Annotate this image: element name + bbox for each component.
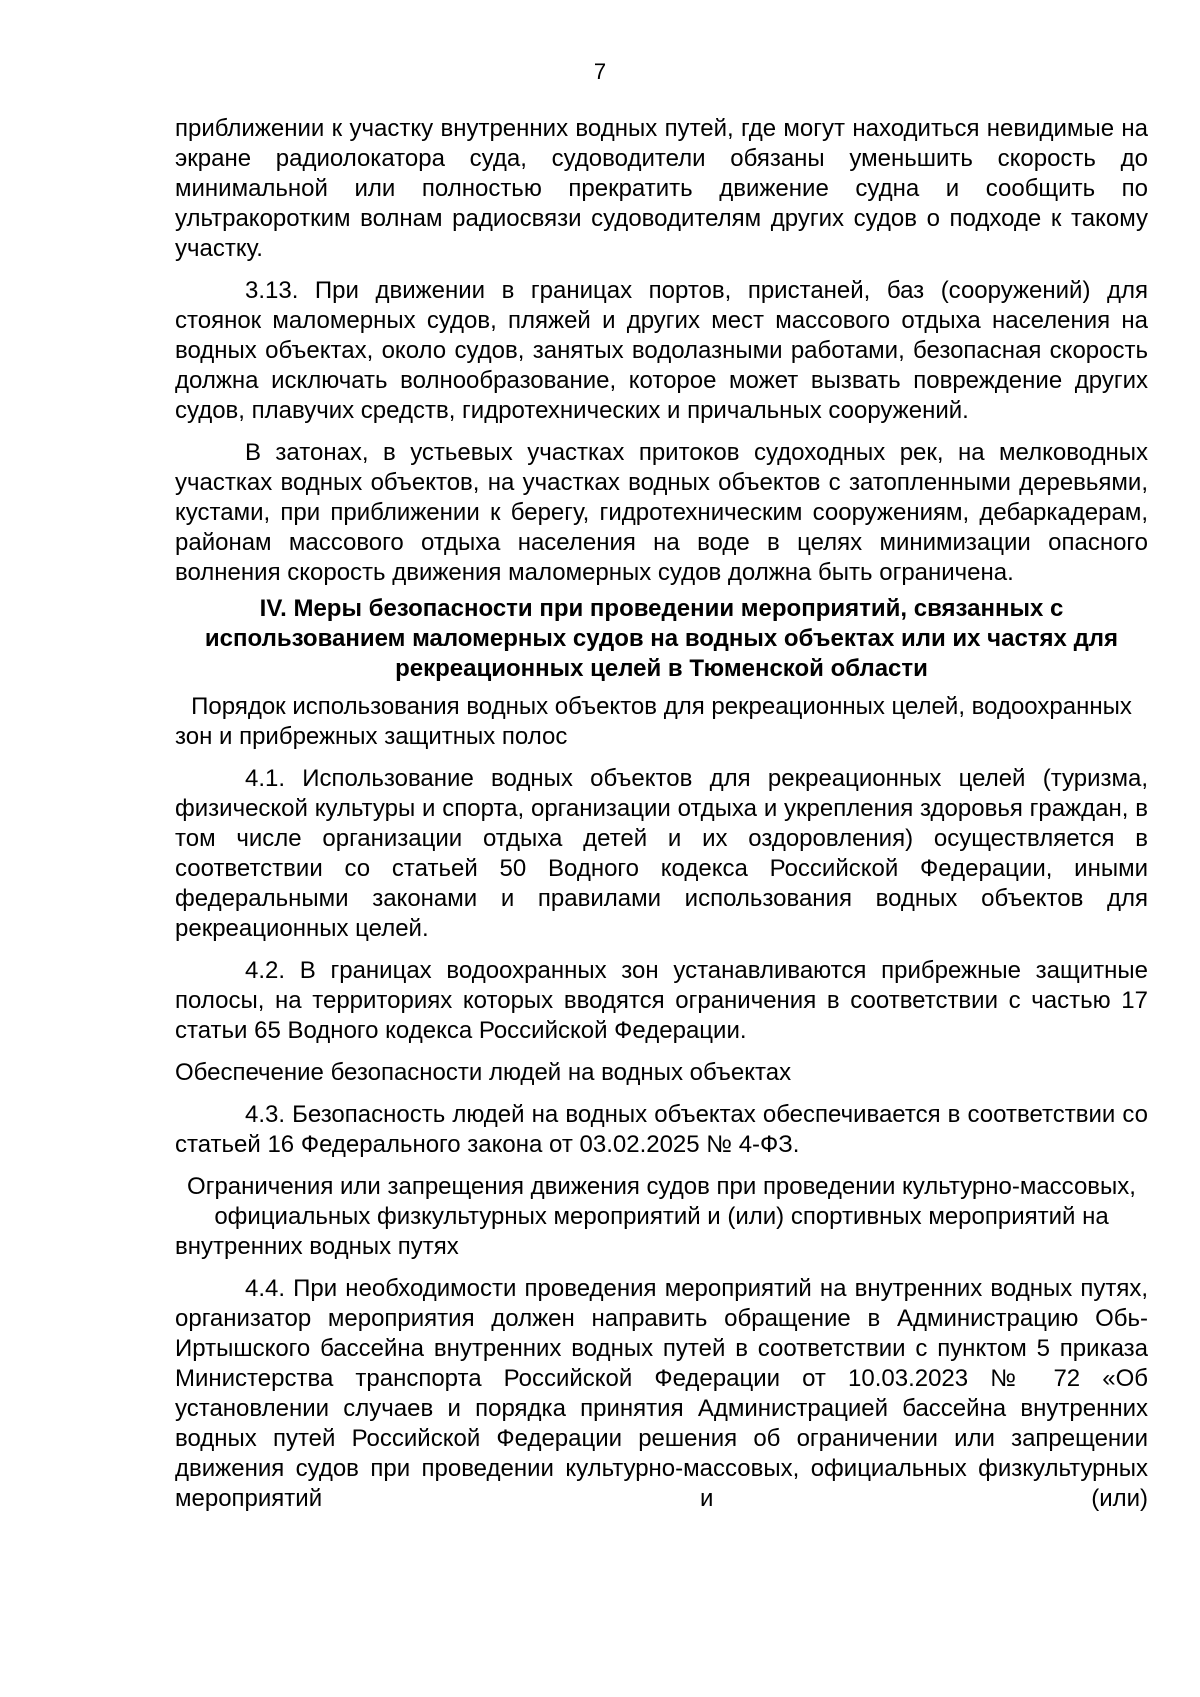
paragraph-4-4: 4.4. При необходимости проведения мероприятий на внутренних водных путях, организатор мероприятия должен направить обращение в Администрацию Обь-Иртышского бассейна внутренних водных путей в соответствии с пунктом 5 приказа Министерства транспорта Российской Федерации от 10.03.2023 № 72 «Об установлении случаев и порядка принятия Администрацией бассейна внутренних водных путей Российской Федерации решения об ограничении или запрещении движения судов при проведении культурно-массовых, официальных физкультурных мероприятий и (или) <box>175 1275 1148 1512</box>
section-heading: IV. Меры безопасности при проведении мероприятий, связанных с использованием маломерных судов на водных объектах или их частях для рекреационных целей в Тюменской области <box>204 595 1119 682</box>
subheading-safety: Обеспечение безопасности людей на водных объектах <box>175 1059 792 1086</box>
paragraph-backwaters: В затонах, в устьевых участках притоков судоходных рек, на мелководных участках водных объектов, на участках водных объектов с затопленными деревьями, кустами, при приближении к берегу, гидротехническим сооружениям, дебаркадерам, районам массового отдыха населения на воде в целях минимизации опасного волнения скорость движения маломерных судов должна быть ограничена. <box>175 439 1148 586</box>
paragraph-4-2: 4.2. В границах водоохранных зон устанавливаются прибрежные защитные полосы, на территориях которых вводятся ограничения в соответствии с частью 17 статьи 65 Водного кодекса Российской Федерации. <box>175 957 1148 1044</box>
paragraph-continuation: приближении к участку внутренних водных путей, где могут находиться невидимые на экране радиолокатора суда, судоводители обязаны уменьшить скорость до минимальной или полностью прекратить движение судна и сообщить по ультракоротким волнам радиосвязи судоводителям других судов о подходе к такому участку. <box>175 115 1148 262</box>
subheading-water-use: Порядок использования водных объектов для рекреационных целей, водоохранных зон и прибрежных защитных полос <box>175 693 1132 750</box>
subheading-restrictions: Ограничения или запрещения движения судов при проведении культурно-массовых, официальных физкультурных мероприятий и (или) спортивных мероприятий на внутренних водных путях <box>175 1173 1136 1260</box>
page-number: 7 <box>593 59 607 84</box>
paragraph-3-13: 3.13. При движении в границах портов, пристаней, баз (сооружений) для стоянок маломерных судов, пляжей и других мест массового отдыха населения на водных объектах, около судов, занятых водолазными работами, безопасная скорость должна исключать волнообразование, которое может вызвать повреждение других судов, плавучих средств, гидротехнических и причальных сооружений. <box>175 277 1148 424</box>
paragraph-4-3: 4.3. Безопасность людей на водных объектах обеспечивается в соответствии со статьей 16 Федерального закона от 03.02.2025 № 4-ФЗ. <box>175 1101 1148 1158</box>
document-body <box>175 114 1148 1526</box>
paragraph-4-1: 4.1. Использование водных объектов для рекреационных целей (туризма, физической культуры и спорта, организации отдыха и укрепления здоровья граждан, в том числе организации отдыха детей и их оздоровления) осуществляется в соответствии со статьей 50 Водного кодекса Российской Федерации, иными федеральными законами и правилами использования водных объектов для рекреационных целей. <box>175 765 1148 942</box>
